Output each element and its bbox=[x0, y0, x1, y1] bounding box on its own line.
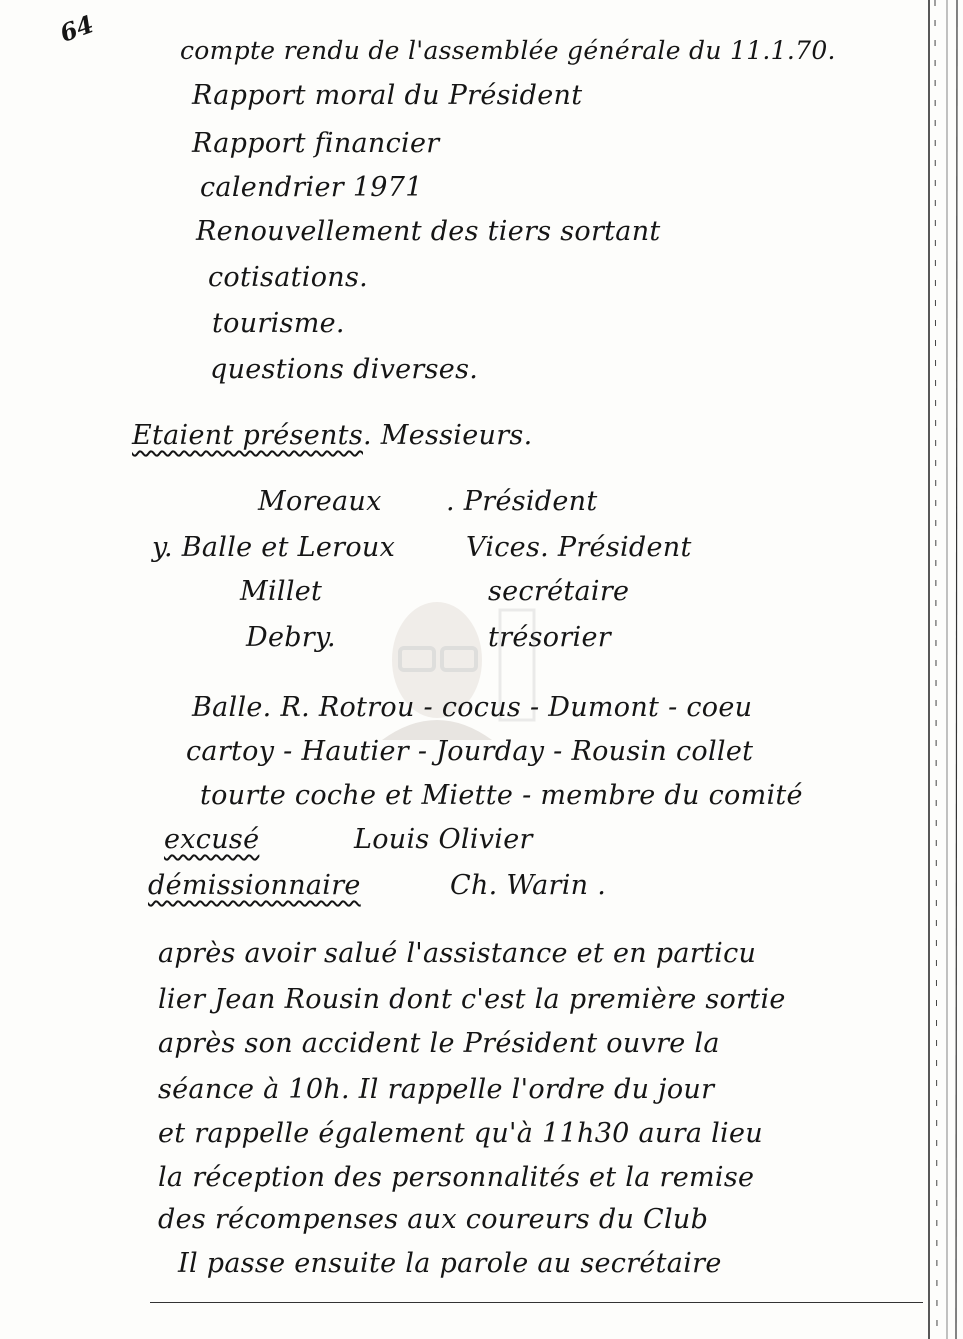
body-line: lier Jean Rousin dont c'est la première sortie bbox=[158, 984, 786, 1015]
body-line: après son accident le Président ouvre la bbox=[158, 1028, 720, 1059]
agenda-item: questions diverses. bbox=[210, 354, 479, 385]
excuse-value: Louis Olivier bbox=[354, 824, 533, 855]
agenda-item: Renouvellement des tiers sortant bbox=[196, 216, 661, 247]
officer-name: Debry. bbox=[246, 622, 336, 653]
binding-margin bbox=[923, 0, 963, 1339]
page-number: 64 bbox=[56, 9, 98, 48]
body-line: après avoir salué l'assistance et en particu bbox=[158, 938, 757, 969]
body-line: Il passe ensuite la parole au secrétaire bbox=[178, 1248, 722, 1279]
body-line: des récompenses aux coureurs du Club bbox=[158, 1204, 709, 1235]
presents-suffix: . Messieurs. bbox=[363, 420, 533, 451]
officer-role: Vices. Président bbox=[466, 532, 692, 563]
officer-role: . Président bbox=[446, 486, 598, 517]
officer-role: trésorier bbox=[488, 622, 611, 653]
members-line: tourte coche et Miette - membre du comité bbox=[200, 780, 803, 811]
body-line: et rappelle également qu'à 11h30 aura lieu bbox=[158, 1118, 763, 1149]
demission-value: Ch. Warin . bbox=[450, 870, 607, 901]
agenda-item: compte rendu de l'assemblée générale du 11.1.70. bbox=[180, 36, 836, 65]
presents-heading: Etaient présents bbox=[132, 420, 363, 451]
page-bottom-rule bbox=[150, 1302, 923, 1303]
members-line: cartoy - Hautier - Jourday - Rousin collet bbox=[186, 736, 754, 767]
presents-line bbox=[132, 422, 532, 449]
officer-role: secrétaire bbox=[488, 576, 630, 607]
officer-name: Moreaux bbox=[258, 486, 382, 517]
body-line: séance à 10h. Il rappelle l'ordre du jour bbox=[158, 1074, 715, 1105]
members-line: Balle. R. Rotrou - cocus - Dumont - coeu bbox=[192, 692, 753, 723]
agenda-item: cotisations. bbox=[208, 262, 368, 293]
agenda-item: Rapport moral du Président bbox=[192, 80, 583, 111]
agenda-item: calendrier 1971 bbox=[200, 172, 423, 203]
officer-name: y. Balle et Leroux bbox=[152, 532, 396, 563]
agenda-item: tourisme. bbox=[212, 308, 345, 339]
body-line: la réception des personnalités et la remise bbox=[158, 1162, 755, 1193]
officer-name: Millet bbox=[240, 576, 323, 607]
demission-label: démissionnaire bbox=[148, 870, 361, 901]
agenda-item: Rapport financier bbox=[192, 128, 440, 159]
excuse-label: excusé bbox=[164, 824, 260, 855]
